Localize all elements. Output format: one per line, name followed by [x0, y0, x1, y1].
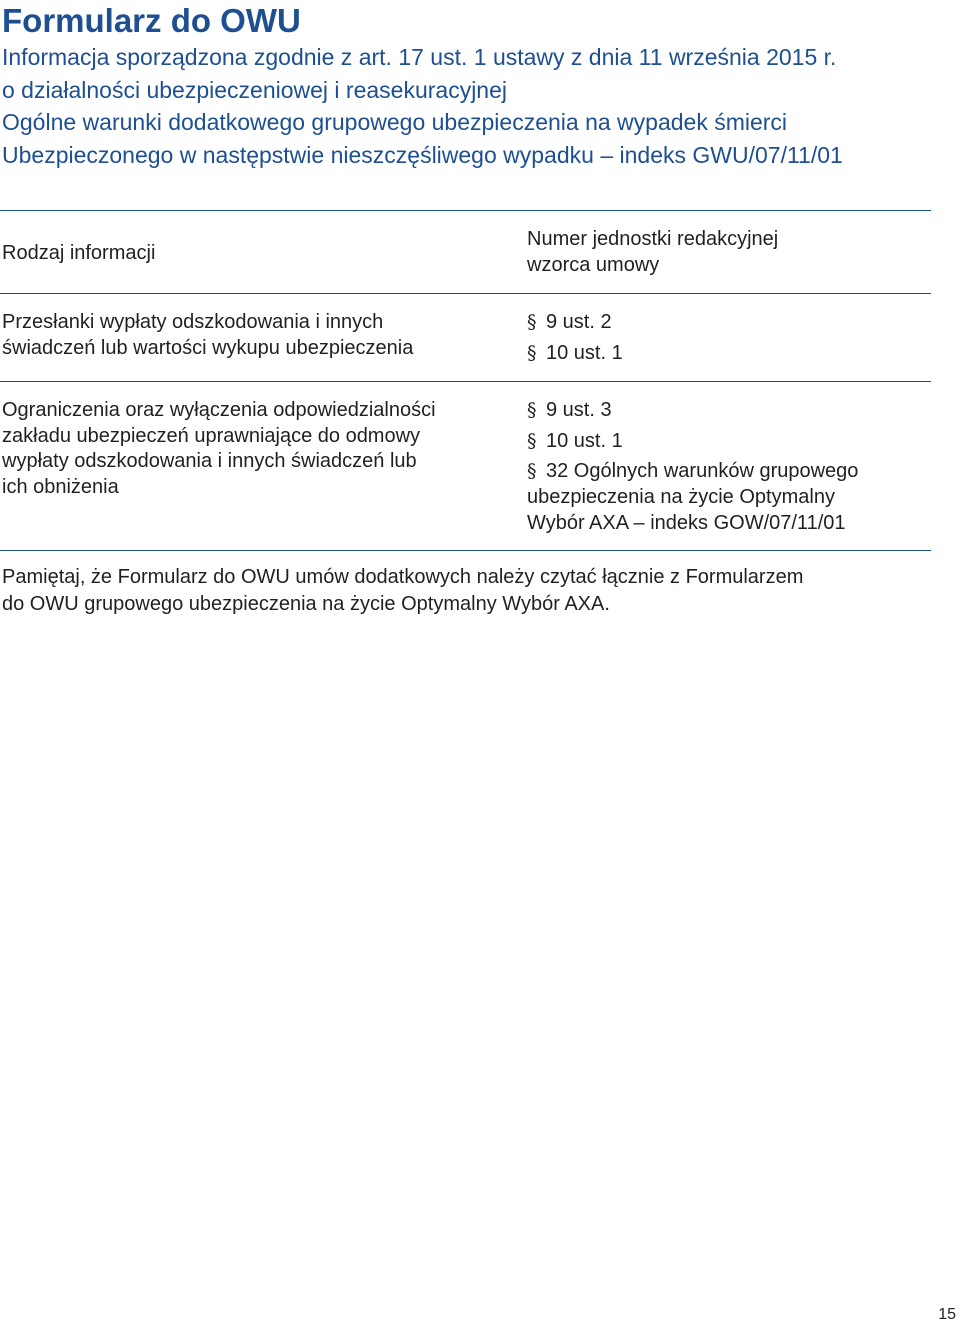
subtitle-line: Informacja sporządzona zgodnie z art. 17 ust. 1 ustawy z dnia 11 września 2015 r.: [2, 44, 837, 70]
table-row-1-description: [2, 310, 413, 361]
table-row-rule: [0, 381, 931, 382]
section-sign-icon: §: [527, 429, 537, 452]
table-cell-line: Przesłanki wypłaty odszkodowania i innych: [2, 311, 384, 333]
reminder-note: [2, 564, 803, 617]
reference-item: [527, 398, 858, 424]
reference-text: 10 ust. 1: [546, 341, 623, 364]
subtitle-line: Ubezpieczonego w następstwie nieszczęśliwego wypadku – indeks GWU/07/11/01: [2, 142, 843, 169]
section-sign-icon: §: [527, 311, 537, 333]
table-cell-line: Ograniczenia oraz wyłączenia odpowiedzialności: [2, 399, 436, 421]
table-top-rule: [0, 210, 931, 211]
reference-text: ubezpieczenia na życie Optymalny: [527, 486, 835, 509]
reference-item: [527, 429, 858, 455]
subtitle-line: o działalności ubezpieczeniowej i reasekuracyjnej: [2, 76, 508, 103]
reference-text: Wybór AXA – indeks GOW/07/11/01: [527, 511, 846, 534]
table-row-2-description: [2, 398, 436, 501]
table-header-label: Rodzaj informacji: [2, 242, 156, 264]
table-bottom-rule: [0, 550, 931, 551]
table-cell-line: ich obniżenia: [2, 476, 119, 499]
reference-item: [527, 310, 623, 336]
page-subtitle: [2, 41, 843, 172]
reference-item: [527, 459, 858, 536]
table-cell-line: zakładu ubezpieczeń uprawniające do odmowy: [2, 424, 421, 447]
reference-text: 10 ust. 1: [546, 429, 623, 452]
section-sign-icon: §: [527, 460, 537, 483]
section-sign-icon: §: [527, 341, 537, 364]
table-row-2-refs: [527, 398, 858, 542]
reference-text: 32 Ogólnych warunków grupowego: [546, 460, 859, 483]
table-header-unit-number: [527, 227, 778, 278]
table-header-rule: [0, 293, 931, 294]
page-title: Formularz do OWU: [2, 2, 301, 39]
reference-text: 9 ust. 2: [546, 311, 612, 333]
reference-text: 9 ust. 3: [546, 399, 612, 421]
subtitle-line: Ogólne warunki dodatkowego grupowego ubezpieczenia na wypadek śmierci: [2, 109, 788, 136]
table-cell-line: wypłaty odszkodowania i innych świadczeń lub: [2, 450, 417, 473]
note-line: do OWU grupowego ubezpieczenia na życie Optymalny Wybór AXA.: [2, 592, 610, 615]
page-number: 15: [938, 1306, 956, 1323]
reference-item: [527, 341, 623, 367]
table-row-1-refs: [527, 310, 623, 371]
table-header-info-type: [2, 241, 155, 267]
table-header-label: Numer jednostki redakcyjnej: [527, 228, 779, 250]
note-line: Pamiętaj, że Formularz do OWU umów dodatkowych należy czytać łącznie z Formularzem: [2, 566, 804, 588]
table-header-label: wzorca umowy: [527, 253, 660, 276]
table-cell-line: świadczeń lub wartości wykupu ubezpieczenia: [2, 336, 414, 359]
section-sign-icon: §: [527, 399, 537, 421]
